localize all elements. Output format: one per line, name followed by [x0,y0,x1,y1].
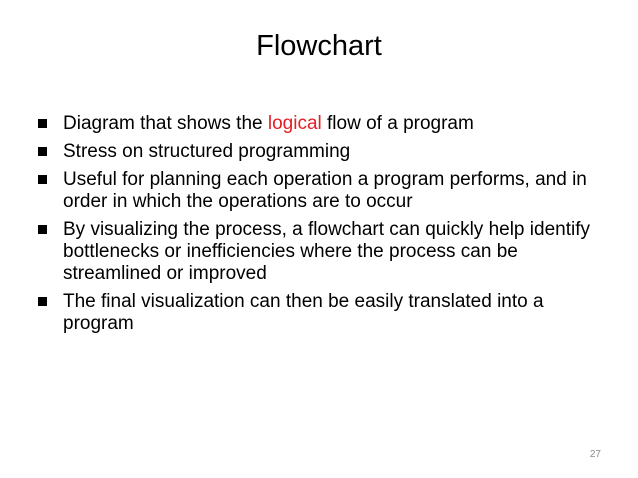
bullet-text: By visualizing the process, a flowchart can quickly help identify bottlenecks or inefficiencies where the process can be streamlined or improved [63,219,590,284]
square-bullet-icon [38,225,47,234]
bullet-text-after: flow of a program [321,113,474,134]
highlighted-word: logical [267,113,322,134]
square-bullet-icon [38,297,47,306]
bullet-list [36,113,608,341]
bullet-text: Stress on structured programming [63,141,351,162]
bullet-text: The final visualization can then be easily translated into a program [63,291,544,334]
bullet-text-before: Diagram that shows the [63,113,268,134]
bullet-item [36,113,608,135]
slide-number: 27 [589,449,601,460]
bullet-text: Useful for planning each operation a program performs, and in order in which the operations are to occur [63,169,587,212]
square-bullet-icon [38,147,47,156]
square-bullet-icon [38,175,47,184]
bullet-item [36,169,608,213]
bullet-item [36,219,608,285]
bullet-item [36,291,608,335]
slide-title: Flowchart [256,30,382,62]
bullet-item [36,141,608,163]
square-bullet-icon [38,119,47,128]
